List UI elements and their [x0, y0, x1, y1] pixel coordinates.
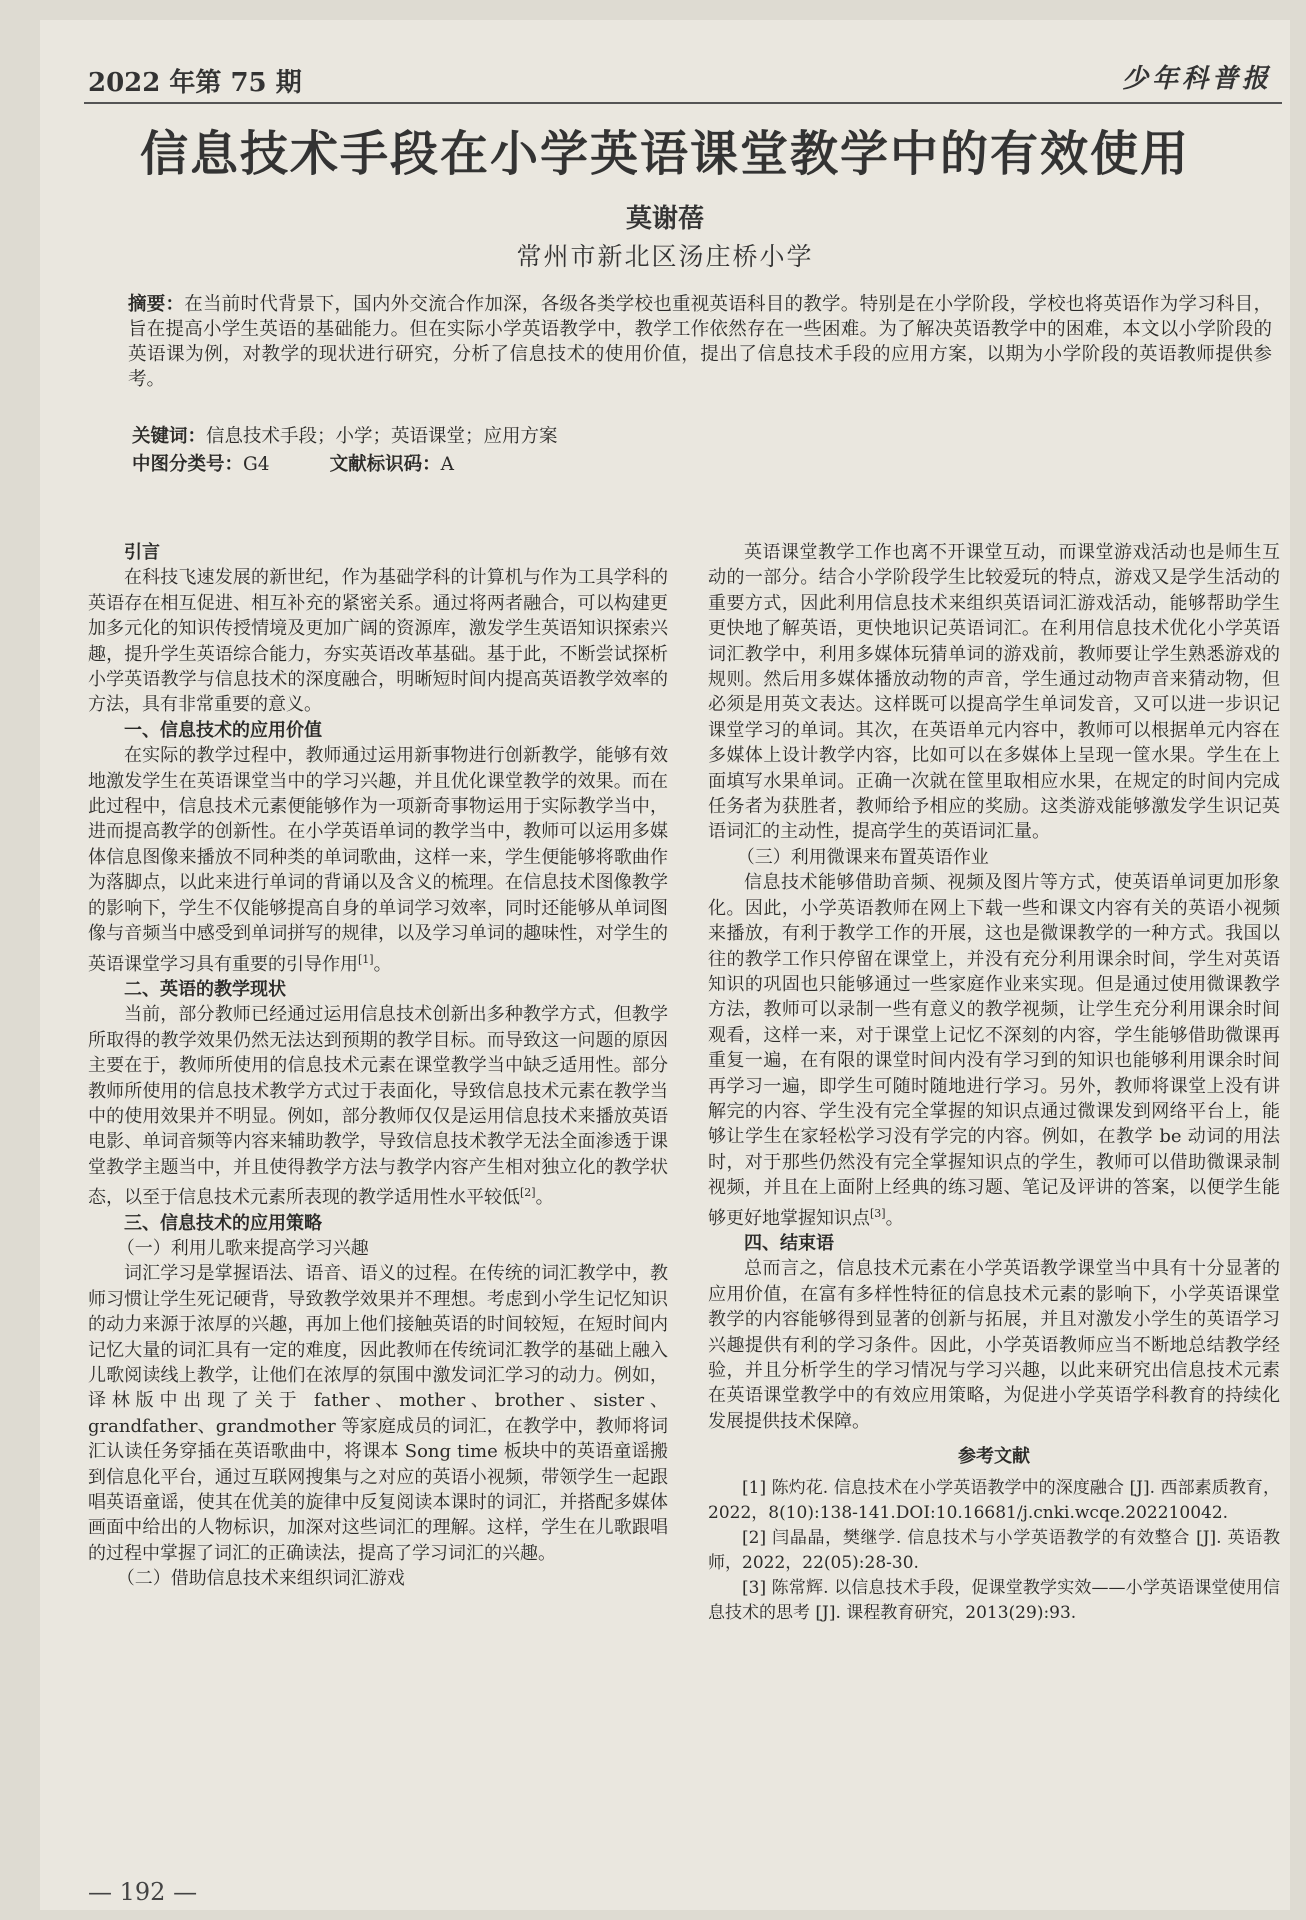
reference-item: [3] 陈常辉. 以信息技术手段，促课堂教学实效——小学英语课堂使用信息技术的思考 [J]. 课程教育研究，2013(29):93.	[708, 1577, 1280, 1623]
doc-label: 文献标识码：	[329, 454, 441, 475]
subsection1-paragraph: 词汇学习是掌握语法、语音、语义的过程。在传统的词汇教学中，教师习惯让学生死记硬背，导致教学效果并不理想。考虑到小学生记忆知识的动力来源于浓厚的兴趣，再加上他们接触英语的时间较短，在短时间内记忆大量的词汇具有一定的难度，因此教师在传统词汇教学的基础上融入儿歌阅读线上教学，让他们在浓厚的氛围中激发词汇学习的动力。例如，译林版中出现了关于 father、mother、brother、sister、grandfather、grandmother 等家庭成员的词汇，在教学中，教师将词汇认读任务穿插在英语歌曲中，将课本 Song time 板块中的英语童谣搬到信息化平台，通过互联网搜集与之对应的英语小视频，带领学生一起跟唱英语童谣，使其在优美的旋律中反复阅读本课时的词汇，并搭配多媒体画面中给出的人物标识，加深对这些词汇的理解。这样，学生在儿歌跟唱的过程中掌握了词汇的正确读法，提高了学习词汇的兴趣。	[88, 1263, 668, 1564]
subsection3-heading: （三）利用微课来布置英语作业	[736, 846, 989, 868]
microlesson-paragraph: 信息技术能够借助音频、视频及图片等方式，使英语单词更加形象化。因此，小学英语教师在网上下载一些和课文内容有关的英语小视频来播放，有利于教学工作的开展，这也是微课教学的一种方式。我国以往的教学工作只停留在课堂上，并没有充分利用课余时间，学生对英语知识的巩固也只能够通过一些家庭作业来实现。但是通过使用微课教学方法，教师可以录制一些有意义的教学视频，让学生充分利用课余时间观看，这样一来，对于课堂上记忆不深刻的内容，学生能够借助微课再重复一遍，在有限的课堂时间内没有学习到的知识也能够利用课余时间再学习一遍，即学生可随时随地进行学习。另外，教师将课堂上没有讲解完的内容、学生没有完全掌握的知识点通过微课发到网络平台上，能够让学生在家轻松学习没有学完的内容。例如，在教学 be 动词的用法时，对于那些仍然没有完全掌握知识点的学生，教师可以借助微课录制视频，并且在上面附上经典的练习题、笔记及评讲的答案，以便学生能够更好地掌握知识点[3]。	[708, 872, 1280, 1229]
header-rule	[84, 102, 1282, 104]
section2-heading: 二、英语的教学现状	[124, 978, 286, 1000]
citation-1: [1]	[358, 952, 374, 966]
page-number: — 192 —	[88, 1878, 198, 1906]
abstract	[128, 292, 1272, 392]
abstract-label: 摘要：	[128, 294, 185, 315]
subsection1-heading: （一）利用儿歌来提高学习兴趣	[116, 1237, 369, 1259]
right-column	[708, 540, 1280, 1626]
keywords-text: 信息技术手段；小学；英语课堂；应用方案	[206, 426, 558, 447]
section4-heading: 四、结束语	[744, 1232, 834, 1254]
keywords	[132, 422, 558, 448]
keywords-label: 关键词：	[132, 426, 207, 447]
author-name: 莫谢蓓	[625, 204, 704, 234]
article-title: 信息技术手段在小学英语课堂教学中的有效使用	[139, 126, 1190, 182]
section1-heading: 一、信息技术的应用价值	[124, 719, 322, 741]
issue-label: 2022 年第 75 期	[88, 68, 302, 98]
abstract-text: 在当前时代背景下，国内外交流合作加深，各级各类学校也重视英语科目的教学。特别是在小学阶段，学校也将英语作为学习科目，旨在提高小学生英语的基础能力。但在实际小学英语教学中，教学工作依然存在一些困难。为了解决英语教学中的困难，本文以小学阶段的英语课为例，对教学的现状进行研究，分析了信息技术的使用价值，提出了信息技术手段的应用方案，以期为小学阶段的英语教师提供参考。	[128, 294, 1272, 390]
left-column	[88, 540, 668, 1592]
journal-page	[40, 20, 1290, 1910]
game-paragraph: 英语课堂教学工作也离不开课堂互动，而课堂游戏活动也是师生互动的一部分。结合小学阶段学生比较爱玩的特点，游戏又是学生活动的重要方式，因此利用信息技术来组织英语词汇游戏活动，能够帮助学生更快地了解英语，更快地识记英语词汇。在利用信息技术优化小学英语词汇教学中，利用多媒体玩猜单词的游戏前，教师要让学生熟悉游戏的规则。然后用多媒体播放动物的声音，学生通过动物声音来猜动物，但必须是用英文表达。这样既可以提高学生单词发音，又可以进一步识记课堂学习的单词。其次，在英语单元内容中，教师可以根据单元内容在多媒体上设计教学内容，比如可以在多媒体上呈现一筐水果。学生在上面填写水果单词。正确一次就在筐里取相应水果，在规定的时间内完成任务者为获胜者，教师给予相应的奖励。这类游戏能够激发学生识记英语词汇的主动性，提高学生的英语词汇量。	[708, 542, 1280, 843]
conclusion-paragraph: 总而言之，信息技术元素在小学英语教学课堂当中具有十分显著的应用价值，在富有多样性特征的信息技术元素的影响下，小学英语课堂教学的内容能够得到显著的创新与拓展，并且对激发小学生的英语学习兴趣提供有利的学习条件。因此，小学英语教师应当不断地总结教学经验，并且分析学生的学习情况与学习兴趣，以此来研究出信息技术元素在英语课堂教学中的有效应用策略，为促进小学英语学科教育的持续化发展提供技术保障。	[708, 1258, 1280, 1432]
citation-2: [2]	[520, 1186, 536, 1200]
intro-heading: 引言	[124, 542, 160, 563]
subsection2-heading: （二）借助信息技术来组织词汇游戏	[116, 1568, 405, 1590]
reference-item: [2] 闫晶晶，樊继学. 信息技术与小学英语教学的有效整合 [J]. 英语教师，2022，22(05):28-30.	[708, 1527, 1280, 1573]
clc-label: 中图分类号：	[132, 454, 244, 475]
section2-paragraph: 当前，部分教师已经通过运用信息技术创新出多种教学方式，但教学所取得的教学效果仍然无法达到预期的教学目标。而导致这一问题的原因主要在于，教师所使用的信息技术元素在课堂教学当中缺乏适用性。部分教师所使用的信息技术教学方式过于表面化，导致信息技术元素在教学当中的使用效果并不明显。例如，部分教师仅仅是运用信息技术来播放英语电影、单词音频等内容来辅助教学，导致信息技术教学无法全面渗透于课堂教学主题当中，并且使得教学方法与教学内容产生相对独立化的教学状态，以至于信息技术元素所表现的教学适用性水平较低[2]。	[88, 1004, 668, 1209]
section3-heading: 三、信息技术的应用策略	[124, 1212, 322, 1234]
reference-item: [1] 陈灼花. 信息技术在小学英语教学中的深度融合 [J]. 西部素质教育，2022，8(10):138-141.DOI:10.16681/j.cnki.wcqe.202210042.	[708, 1477, 1280, 1523]
affiliation: 常州市新北区汤庄桥小学	[516, 242, 814, 271]
clc-code: G4	[243, 454, 270, 475]
intro-paragraph: 在科技飞速发展的新世纪，作为基础学科的计算机与作为工具学科的英语存在相互促进、相互补充的紧密关系。通过将两者融合，可以构建更加多元化的知识传授情境及更加广阔的资源库，激发学生英语知识探索兴趣，提升学生英语综合能力，夯实英语改革基础。基于此，不断尝试探析小学英语教学与信息技术的深度融合，明晰短时间内提高英语教学效率的方法，具有非常重要的意义。	[88, 567, 668, 716]
references-heading: 参考文献	[958, 1446, 1030, 1468]
doc-code: A	[440, 454, 454, 475]
classification	[132, 450, 454, 476]
magazine-name: 少年科普报	[1121, 64, 1272, 94]
section1-paragraph: 在实际的教学过程中，教师通过运用新事物进行创新教学，能够有效地激发学生在英语课堂当中的学习兴趣，并且优化课堂教学的效果。而在此过程中，信息技术元素便能够作为一项新奇事物运用于实际教学当中，进而提高教学的创新性。在小学英语单词的教学当中，教师可以运用多媒体信息图像来播放不同种类的单词歌曲，这样一来，学生便能够将歌曲作为落脚点，以此来进行单词的背诵以及含义的梳理。在信息技术图像教学的影响下，学生不仅能够提高自身的单词学习效率，同时还能够从单词图像与音频当中感受到单词拼写的规律，以及学习单词的趣味性，对学生的英语课堂学习具有重要的引导作用[1]。	[88, 745, 668, 975]
citation-3: [3]	[870, 1206, 886, 1220]
